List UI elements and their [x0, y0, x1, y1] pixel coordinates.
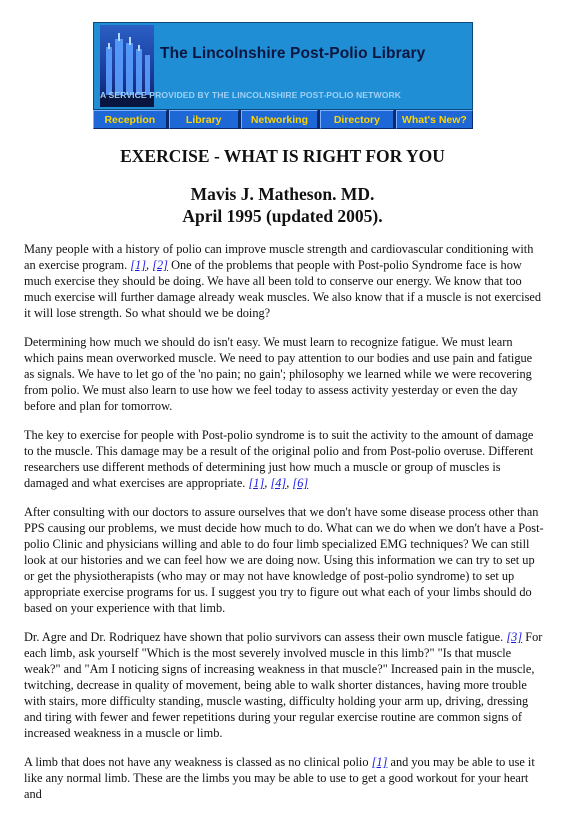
article-paragraph [24, 504, 544, 616]
reference-link[interactable]: [3] [506, 630, 523, 644]
paragraph-text: and you may be able to use it like any normal limb. These are the limbs you may be able to use to get a good workout for your heart and [24, 755, 535, 801]
article-paragraph [24, 754, 544, 802]
nav-networking-button[interactable]: Networking [241, 110, 318, 129]
paragraph-text: Many people with a history of polio can improve muscle strength and cardiovascular conditioning with an exercise program. [24, 242, 534, 272]
paragraph-text: For each limb, ask yourself "Which is the most severely involved muscle in this limb?" "Is that muscle weak?" and "Am I noticing signs of increasing weakness in that muscle?" Increased pain in the muscle, twitching, decrease in quality of movement, being able to walk shorter distances, having more trouble with stairs, more difficulty standing, muscle wasting, difficulty holding your arm up, driving, dressing and tiring with fewer and fewer repetitions during your regular exercise routine are common signs of increased weakness in a muscle or limb. [24, 630, 543, 740]
reference-link[interactable]: [4] [270, 476, 287, 490]
paragraph-text: The key to exercise for people with Post-polio syndrome is to suit the activity to the amount of damage to the muscle. This damage may be a result of the original polio and from Post-polio overuse. Different researchers use different methods of determining just how much a muscle or group of muscles is damaged and what exercises are appropriate. [24, 428, 534, 490]
site-title: The Lincolnshire Post-Polio Library [160, 45, 426, 62]
nav-whats-new-button[interactable]: What's New? [396, 110, 473, 129]
article-paragraph [24, 334, 544, 414]
nav-reception-button[interactable]: Reception [93, 110, 167, 129]
article-paragraph [24, 629, 544, 741]
article-author: Mavis J. Matheson. MD. [190, 184, 375, 204]
reference-link[interactable]: [6] [292, 476, 309, 490]
nav-bar [93, 110, 473, 129]
paragraph-text: , [264, 476, 271, 490]
article-paragraph [24, 241, 544, 321]
paragraph-text: After consulting with our doctors to assure ourselves that we don't have some disease process other than PPS causing our problems, we must decide how much to do. What can we do when we don't have a Post-polio Clinic and physicians willing and able to do four limb specialized EMG techniques? We can still look at our histories and we can feel how we are doing now. Using this information we can try to set up or get the physiotherapists (who may or may not have knowledge of post-polio syndrome) to set up appropriate exercise programs for us. I suggest you try to figure out what each of your limbs should do based on your experience with that limb. [24, 505, 544, 615]
nav-directory-button[interactable]: Directory [320, 110, 394, 129]
paragraph-text: One of the problems that people with Post-polio Syndrome face is how much exercise they should be doing. We have all been told to conserve our energy. We know that too much exercise will further damage already weak muscles. We also know that if a muscle is not exercised it will lose strength. So what should we be doing? [24, 258, 542, 320]
site-subtitle: A SERVICE PROVIDED BY THE LINCOLNSHIRE POST-POLIO NETWORK [100, 90, 402, 100]
article-date: April 1995 (updated 2005). [182, 206, 383, 226]
paragraph-text: Dr. Agre and Dr. Rodriquez have shown that polio survivors can assess their own muscle fatigue. [24, 630, 507, 644]
paragraph-text: A limb that does not have any weakness is classed as no clinical polio [24, 755, 372, 769]
reference-link[interactable]: [1] [371, 755, 388, 769]
reference-link[interactable]: [1] [130, 258, 147, 272]
paragraph-text: Determining how much we should do isn't easy. We must learn to recognize fatigue. We must learn which pains mean overworked muscle. We need to pay attention to our bodies and use pain and fatigue as signals. We have to let go of the 'no pain; no gain'; philosophy we learned while we were recovering from polio. We must also learn to use how we feel today to assess activity yesterday or even the day before and plan for tomorrow. [24, 335, 533, 413]
paragraph-text: , [146, 258, 153, 272]
article-title: EXERCISE - WHAT IS RIGHT FOR YOU [120, 146, 445, 166]
nav-library-button[interactable]: Library [169, 110, 239, 129]
article-body [24, 241, 544, 815]
paragraph-text: , [286, 476, 293, 490]
reference-link[interactable]: [1] [248, 476, 265, 490]
article-byline [0, 183, 565, 227]
reference-link[interactable]: [2] [152, 258, 168, 272]
article-paragraph [24, 427, 544, 491]
site-banner[interactable] [93, 22, 473, 110]
